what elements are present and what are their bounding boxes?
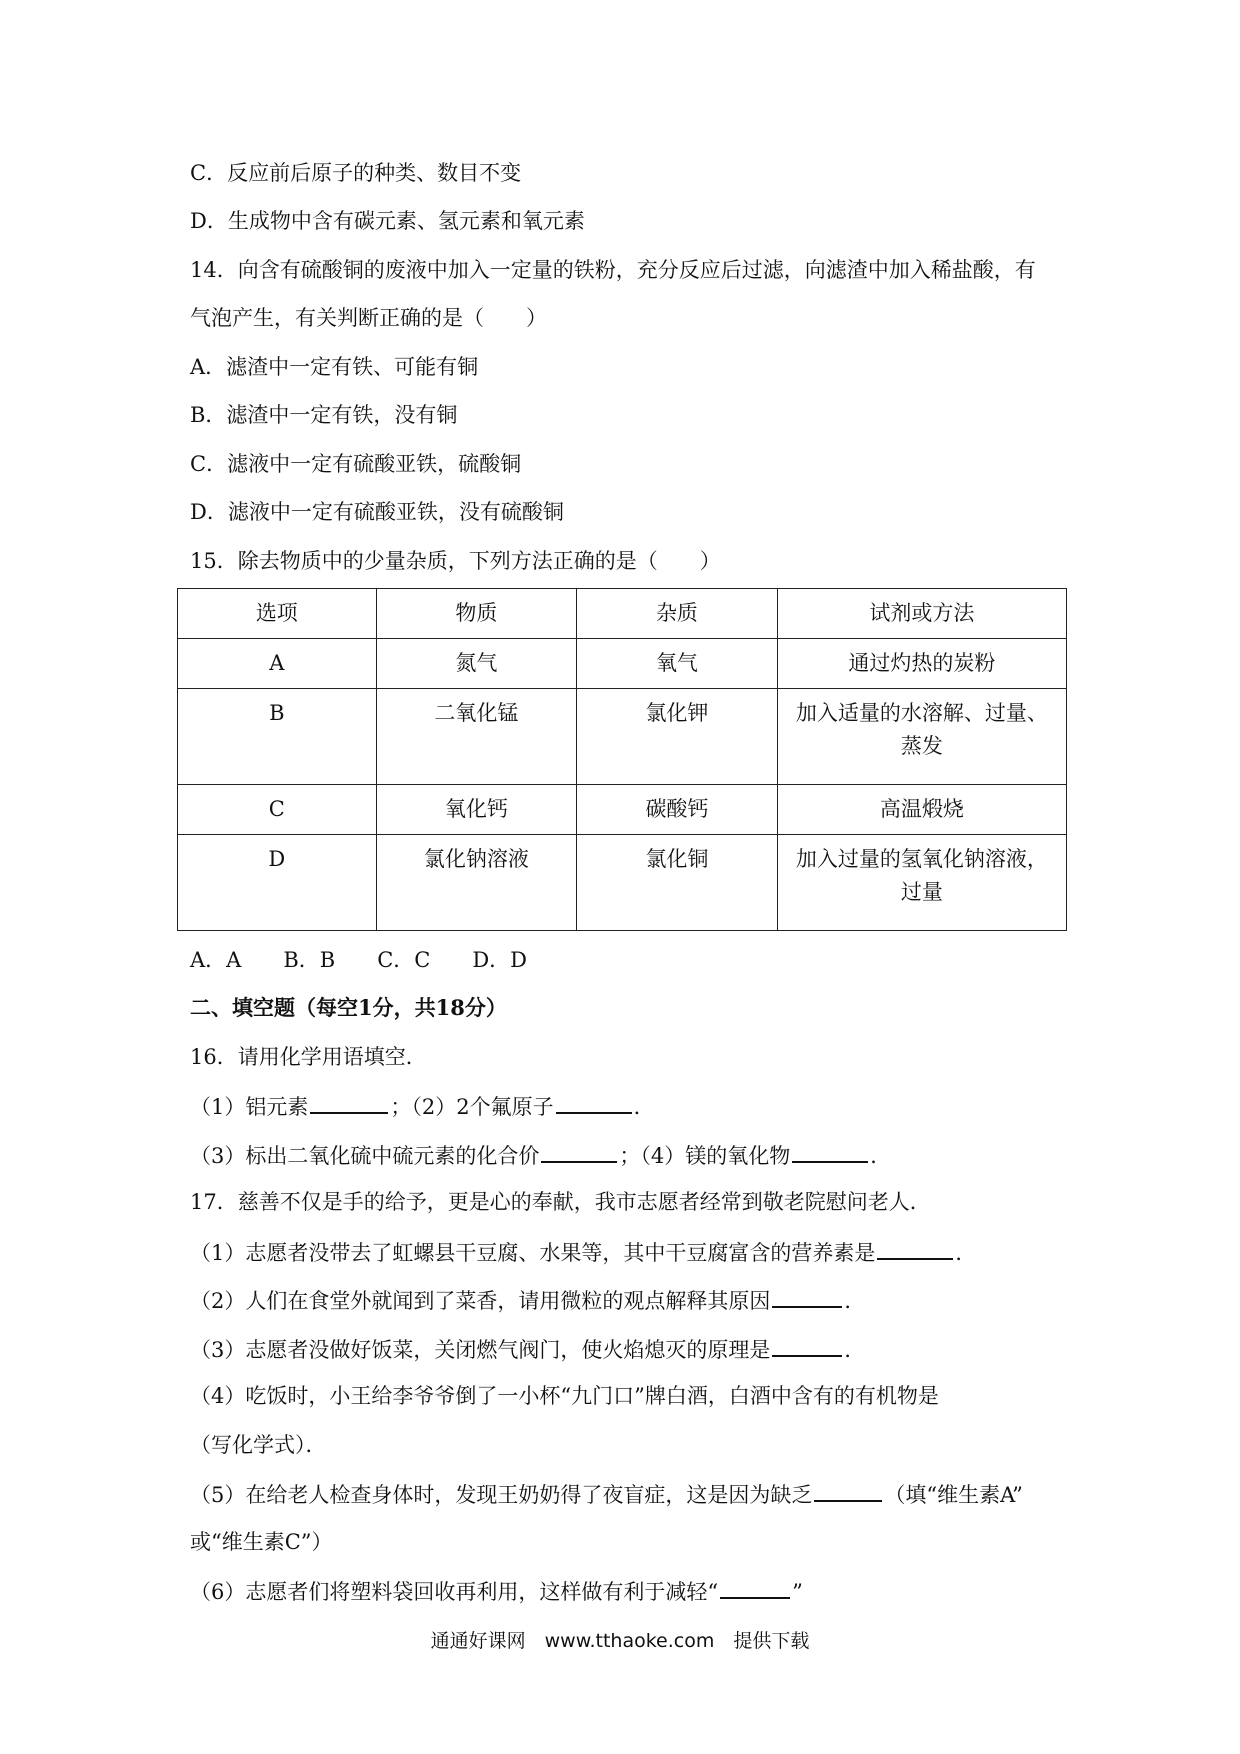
q17-part4-line2: （写化学式）． <box>190 1433 327 1457</box>
q17-part3 <box>190 1333 865 1365</box>
answer-blank[interactable] <box>792 1139 868 1163</box>
q14-option-d: D．滤液中一定有硫酸亚铁，没有硫酸铜 <box>190 500 564 524</box>
table-row <box>178 689 1067 785</box>
table-cell: B <box>178 689 377 785</box>
table-row <box>178 639 1067 689</box>
table-cell: 氧气 <box>577 639 778 689</box>
answer-blank[interactable] <box>720 1575 790 1599</box>
q17-part5-line2: 或“维生素C”） <box>190 1530 333 1554</box>
q13-option-c: C．反应前后原子的种类、数目不变 <box>190 161 522 185</box>
q17-part2-end: ． <box>844 1289 866 1313</box>
q16-part4: ；（4）镁的氧化物 <box>619 1144 791 1168</box>
table-header-row <box>178 589 1067 639</box>
table-header: 试剂或方法 <box>777 589 1066 639</box>
q16-end: ． <box>870 1144 892 1168</box>
page-footer: 通通好课网 www.tthaoke.com 提供下载 <box>430 1630 810 1652</box>
q17-part6-end: ” <box>792 1580 803 1604</box>
table-header: 物质 <box>376 589 577 639</box>
q17-part5 <box>190 1478 1023 1510</box>
q16-stem: 16．请用化学用语填空． <box>190 1045 427 1069</box>
q17-part1-text: （1）志愿者没带去了虹螺县干豆腐、水果等，其中干豆腐富含的营养素是 <box>190 1241 876 1265</box>
answer-blank[interactable] <box>772 1284 842 1308</box>
table-cell: 氧化钙 <box>376 785 577 835</box>
q17-part6 <box>190 1575 803 1607</box>
q15-table <box>177 588 1067 931</box>
q14-stem-line1: 14．向含有硫酸铜的废液中加入一定量的铁粉，充分反应后过滤，向滤渣中加入稀盐酸，有 <box>190 258 1036 282</box>
answer-blank[interactable] <box>772 1333 842 1357</box>
q15-answers: A．A B．B C．C D．D <box>190 948 528 972</box>
q14-option-a: A．滤渣中一定有铁、可能有铜 <box>190 355 479 379</box>
q16-part1: （1）铝元素 <box>190 1095 309 1119</box>
table-cell: D <box>178 835 377 931</box>
q17-part1-end: ． <box>955 1241 977 1265</box>
table-row <box>178 785 1067 835</box>
q14-option-c: C．滤液中一定有硫酸亚铁，硫酸铜 <box>190 452 522 476</box>
q17-part2-text: （2）人们在食堂外就闻到了菜香，请用微粒的观点解释其原因 <box>190 1289 771 1313</box>
q17-stem: 17．慈善不仅是手的给予，更是心的奉献，我市志愿者经常到敬老院慰问老人． <box>190 1190 931 1214</box>
q14-stem-line2: 气泡产生，有关判断正确的是（ ） <box>190 306 547 330</box>
answer-blank[interactable] <box>556 1090 632 1114</box>
table-cell: A <box>178 639 377 689</box>
table-cell: 加入适量的水溶解、过量、蒸发 <box>777 689 1066 785</box>
table-cell: 高温煅烧 <box>777 785 1066 835</box>
table-cell: C <box>178 785 377 835</box>
table-cell: 氮气 <box>376 639 577 689</box>
q16-end: ． <box>633 1095 655 1119</box>
answer-blank[interactable] <box>541 1139 617 1163</box>
q17-part3-end: ． <box>844 1338 866 1362</box>
q16-line1 <box>190 1090 655 1122</box>
answer-blank[interactable] <box>814 1478 882 1502</box>
table-cell: 二氧化锰 <box>376 689 577 785</box>
table-cell: 氯化钾 <box>577 689 778 785</box>
answer-blank[interactable] <box>310 1090 388 1114</box>
answer-blank[interactable] <box>877 1236 953 1260</box>
q17-part1 <box>190 1236 976 1268</box>
q17-part5-hint: （填“维生素A” <box>884 1483 1023 1507</box>
q16-line2 <box>190 1139 891 1171</box>
q16-part3: （3）标出二氧化硫中硫元素的化合价 <box>190 1144 540 1168</box>
q17-part5-text: （5）在给老人检查身体时，发现王奶奶得了夜盲症，这是因为缺乏 <box>190 1483 813 1507</box>
table-cell: 加入过量的氢氧化钠溶液，过量 <box>777 835 1066 931</box>
section-title: 二、填空题（每空1分，共18分） <box>190 995 507 1020</box>
table-row <box>178 835 1067 931</box>
q17-part2 <box>190 1284 865 1316</box>
q13-option-d: D．生成物中含有碳元素、氢元素和氧元素 <box>190 209 585 233</box>
table-cell: 通过灼热的炭粉 <box>777 639 1066 689</box>
table-cell: 碳酸钙 <box>577 785 778 835</box>
q17-part3-text: （3）志愿者没做好饭菜，关闭燃气阀门，使火焰熄灭的原理是 <box>190 1338 771 1362</box>
q17-part6-text: （6）志愿者们将塑料袋回收再利用，这样做有利于减轻“ <box>190 1580 719 1604</box>
q14-option-b: B．滤渣中一定有铁，没有铜 <box>190 403 458 427</box>
table-header: 选项 <box>178 589 377 639</box>
q17-part4-line1: （4）吃饭时，小王给李爷爷倒了一小杯“九门口”牌白酒，白酒中含有的有机物是 <box>190 1384 939 1408</box>
q16-part2: ；（2）2个氟原子 <box>390 1095 554 1119</box>
table-cell: 氯化铜 <box>577 835 778 931</box>
table-cell: 氯化钠溶液 <box>376 835 577 931</box>
table-header: 杂质 <box>577 589 778 639</box>
q15-stem: 15．除去物质中的少量杂质，下列方法正确的是（ ） <box>190 549 721 573</box>
